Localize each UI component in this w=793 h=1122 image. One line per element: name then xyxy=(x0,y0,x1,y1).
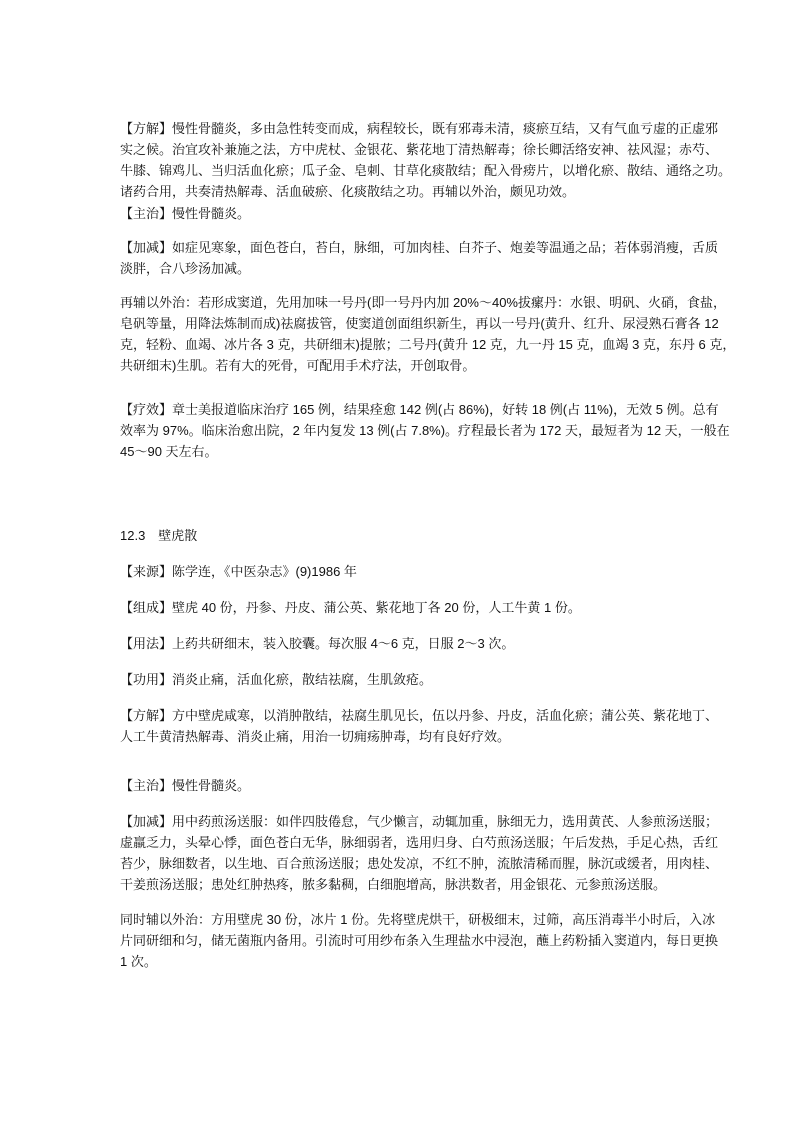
paragraph-fangjie-1 xyxy=(120,118,732,202)
paragraph-laiyuan xyxy=(120,561,680,582)
text-line: 【用法】上药共研细末，装入胶囊。每次服 4～6 克，日服 2～3 次。 xyxy=(120,636,515,651)
text-line: 效率为 97%。临床治愈出院，2 年内复发 13 例(占 7.8%)。疗程最长者为 172 天，最短者为 12 天，一般在 xyxy=(120,423,730,438)
paragraph-waizhi-1 xyxy=(120,292,736,376)
text-line: 淡胖，合八珍汤加减。 xyxy=(120,261,251,276)
paragraph-jiajian-2 xyxy=(120,811,719,895)
text-line: 干姜煎汤送服；患处红肿热疼，脓多黏稠，白细胞增高，脉洪数者，用金银花、元参煎汤送服。 xyxy=(120,877,667,892)
paragraph-jiajian-1 xyxy=(120,237,719,279)
paragraph-section-heading xyxy=(120,525,680,546)
text-line: 【加减】用中药煎汤送服：如伴四肢倦怠，气少懒言，动辄加重，脉细无力，选用黄芪、人参煎汤送服； xyxy=(120,814,719,829)
text-line: 【组成】壁虎 40 份，丹参、丹皮、蒲公英、紫花地丁各 20 份，人工牛黄 1 份。 xyxy=(120,600,581,615)
paragraph-fangjie-2 xyxy=(120,705,719,747)
text-line: 共研细末)生肌。若有大的死骨，可配用手术疗法，开创取骨。 xyxy=(120,358,476,373)
text-line: 苔少，脉细数者，以生地、百合煎汤送服；患处发凉，不红不肿，流脓清稀而腥，脉沉或缓者，用肉桂、 xyxy=(120,856,719,871)
text-line: 45～90 天左右。 xyxy=(120,444,218,459)
text-line: 【来源】陈学连，《中医杂志》(9)1986 年 xyxy=(120,564,357,579)
text-line: 牛膝、锦鸡儿、当归活血化瘀；瓜子金、皂刺、甘草化痰散结；配入骨痨片，以增化瘀、散结、通络之功。 xyxy=(120,163,732,178)
text-line: 诸药合用，共奏清热解毒、活血破瘀、化痰散结之功。再辅以外治，颇见功效。 xyxy=(120,184,576,199)
text-line: 【加减】如症见寒象，面色苍白，苔白，脉细，可加肉桂、白芥子、炮姜等温通之品；若体弱消瘦，舌质 xyxy=(120,240,719,255)
text-line: 12.3 壁虎散 xyxy=(120,528,198,543)
text-line: 克，轻粉、血竭、冰片各 3 克，共研细末)提脓；二号丹(黄升 12 克，九一丹 15 克，血竭 3 克，东丹 6 克， xyxy=(120,337,736,352)
text-line: 1 次。 xyxy=(120,954,157,969)
text-line: 【方解】方中壁虎咸寒，以消肿散结，祛腐生肌见长，伍以丹参、丹皮，活血化瘀；蒲公英、紫花地丁、 xyxy=(120,708,719,723)
text-line: 实之候。治宜攻补兼施之法，方中虎杖、金银花、紫花地丁清热解毒；徐长卿活络安神、祛风湿；赤芍、 xyxy=(120,142,719,157)
text-line: 同时辅以外治：方用壁虎 30 份，冰片 1 份。先将壁虎烘干，研极细末，过筛，高压消毒半小时后，入冰 xyxy=(120,912,716,927)
text-line: 【功用】消炎止痛，活血化瘀，散结祛腐，生肌敛疮。 xyxy=(120,672,433,687)
text-line: 虚羸乏力，头晕心悸，面色苍白无华，脉细弱者，选用归身、白芍煎汤送服；午后发热，手足心热，舌红 xyxy=(120,835,719,850)
text-line: 【主治】慢性骨髓炎。 xyxy=(120,778,251,793)
text-line: 皂矾等量，用降法炼制而成)祛腐拔管，使窦道创面组织新生，再以一号丹(黄升、红升、尿浸熟石膏各 12 xyxy=(120,316,719,331)
paragraph-liaoxiao-1 xyxy=(120,399,730,462)
paragraph-zhuzhi-1 xyxy=(120,203,680,224)
text-line: 再辅以外治：若形成窦道，先用加味一号丹(即一号丹内加 20%～40%拔瘰丹：水银、明矾、火硝，食盐， xyxy=(120,295,726,310)
text-line: 【方解】慢性骨髓炎，多由急性转变而成，病程较长，既有邪毒未清，痰瘀互结，又有气血亏虚的正虚邪 xyxy=(120,121,719,136)
paragraph-yongfa xyxy=(120,633,680,654)
text-line: 片同研细和匀，储无菌瓶内备用。引流时可用纱布条入生理盐水中浸泡，蘸上药粉插入窦道内，每日更换 xyxy=(120,933,719,948)
text-line: 【主治】慢性骨髓炎。 xyxy=(120,206,251,221)
paragraph-zucheng xyxy=(120,597,680,618)
paragraph-zhuzhi-2 xyxy=(120,775,680,796)
text-line: 人工牛黄清热解毒、消炎止痛，用治一切痈疡肿毒，均有良好疗效。 xyxy=(120,729,511,744)
text-line: 【疗效】章士美报道临床治疗 165 例，结果痊愈 142 例(占 86%)，好转 18 例(占 11%)，无效 5 例。总有 xyxy=(120,402,719,417)
paragraph-waizhi-2 xyxy=(120,909,719,972)
paragraph-gongyong xyxy=(120,669,680,690)
